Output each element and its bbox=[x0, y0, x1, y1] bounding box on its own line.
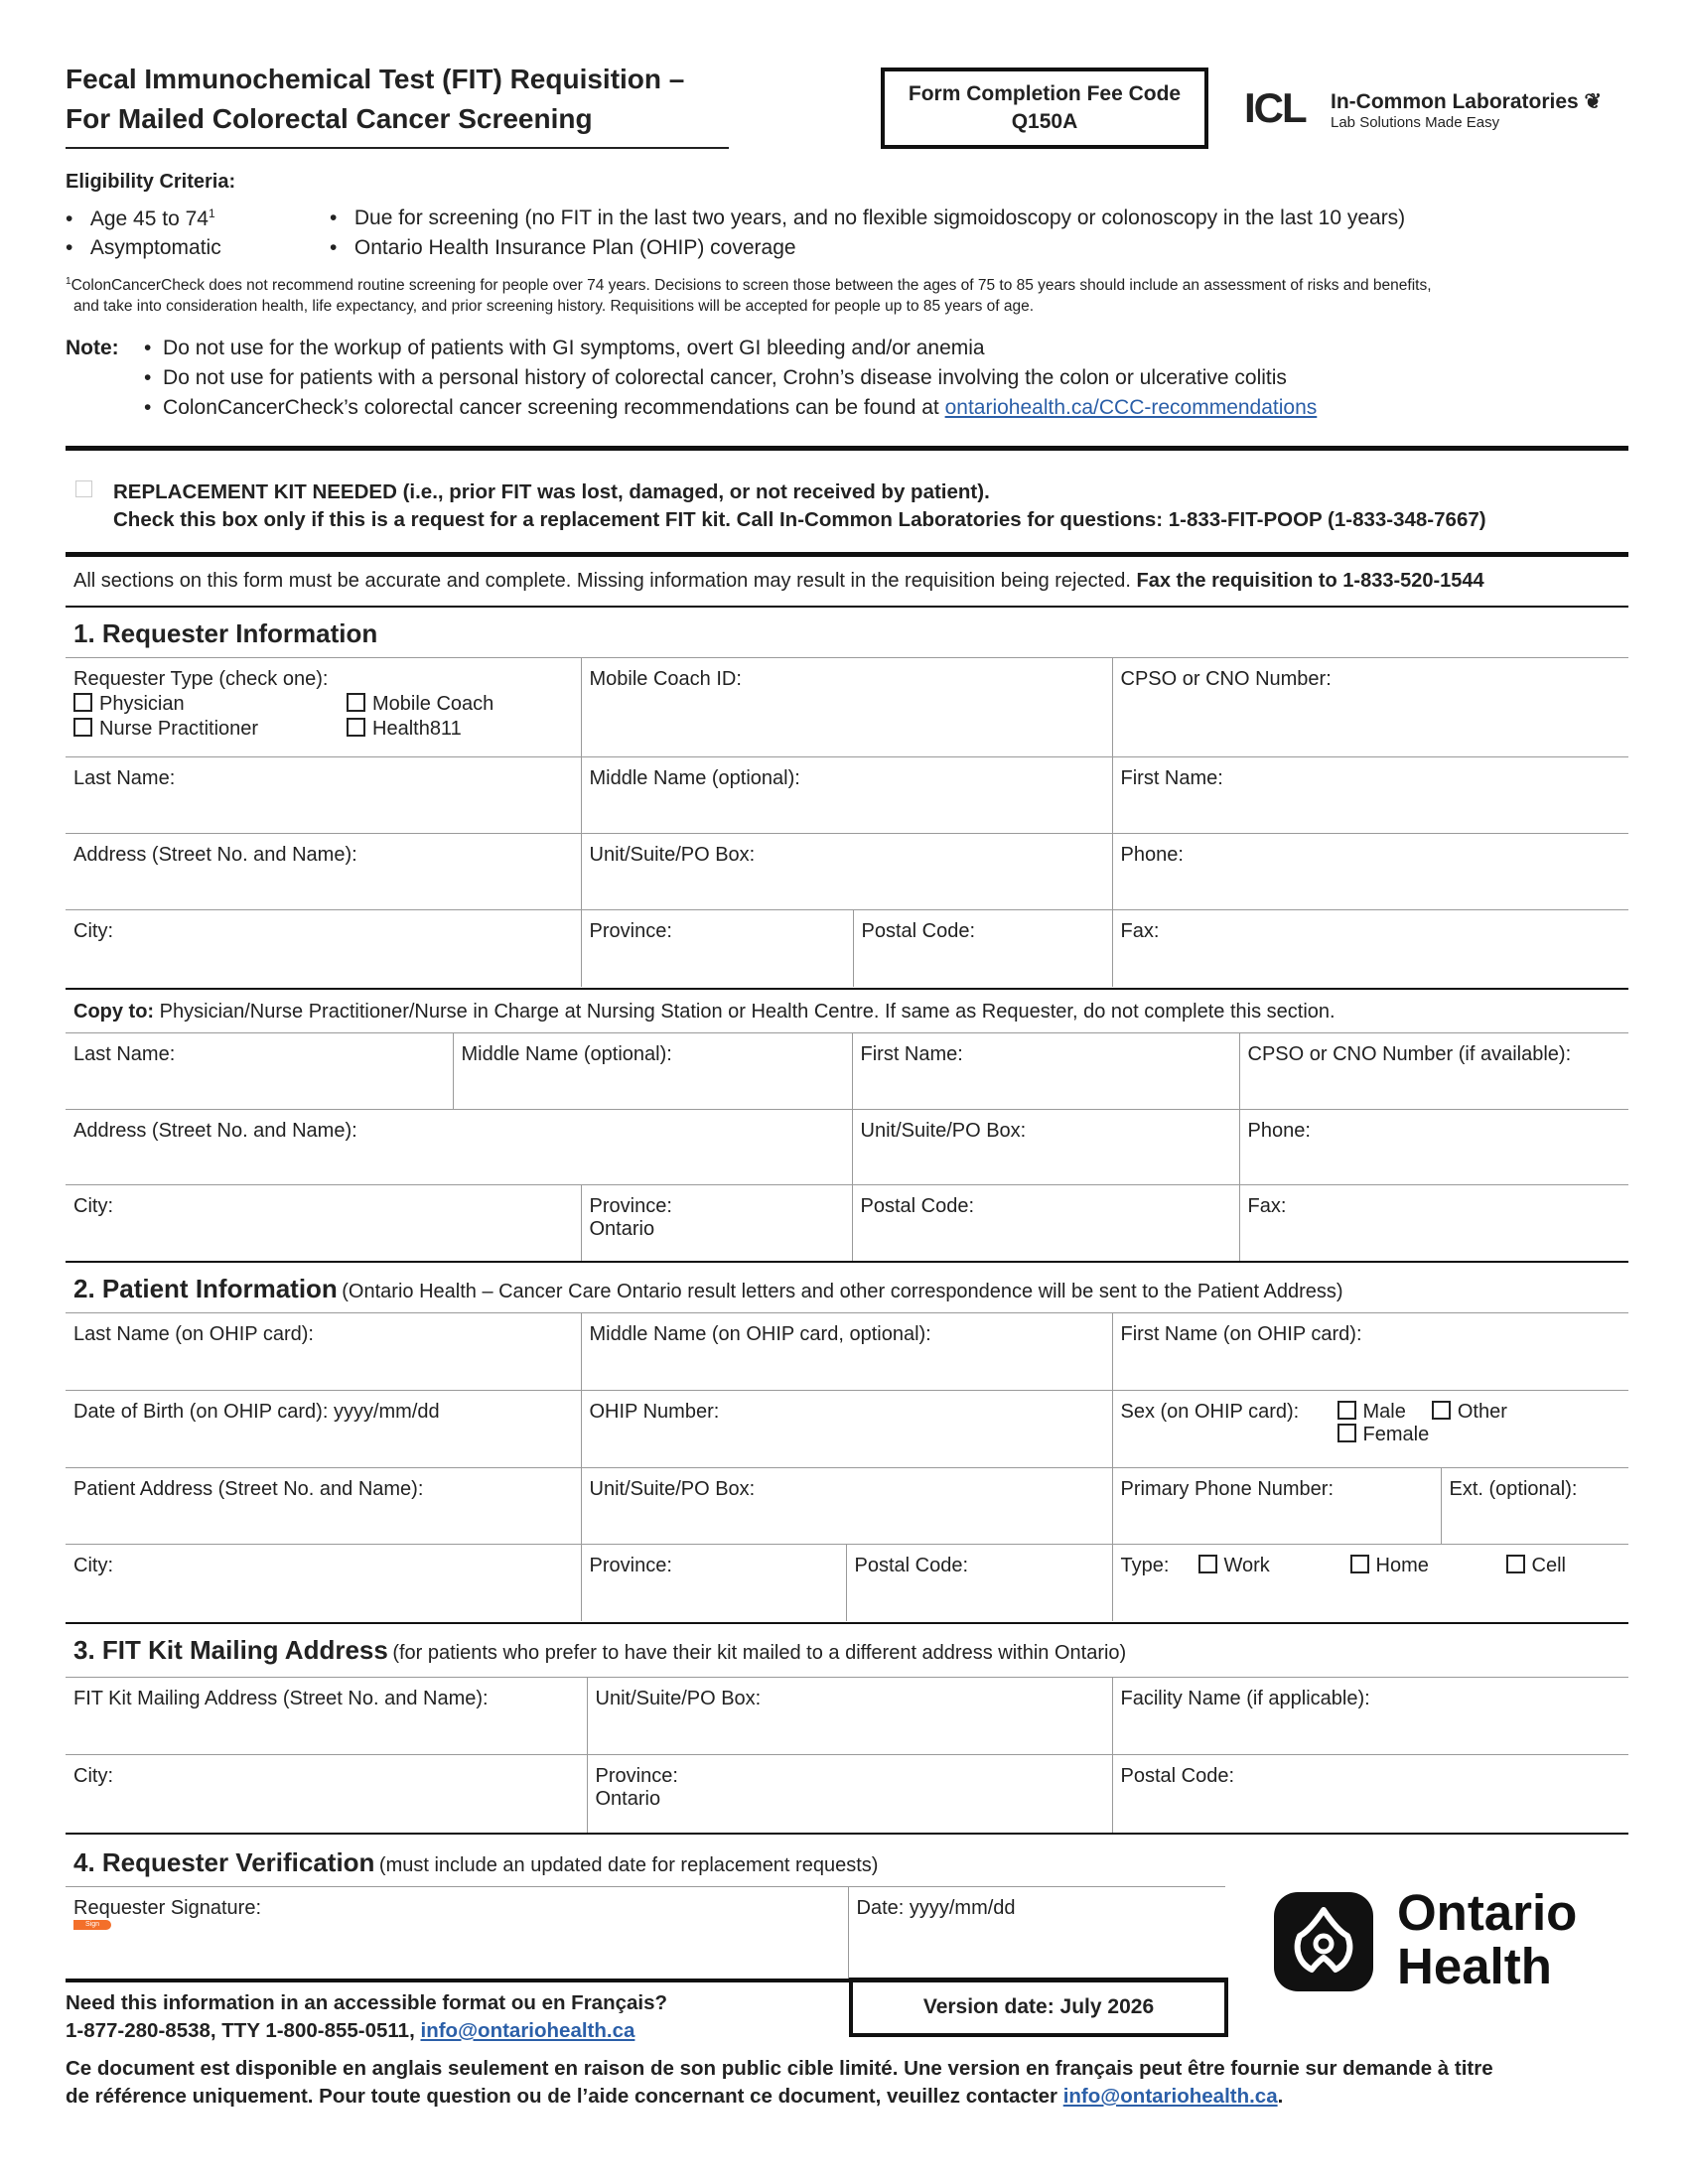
ext-field[interactable]: Ext. (optional): bbox=[1441, 1468, 1628, 1545]
option-label: Nurse Practitioner bbox=[99, 718, 259, 740]
copy-last-name-field[interactable]: Last Name: bbox=[66, 1033, 453, 1110]
replacement-kit-checkbox[interactable] bbox=[75, 480, 92, 502]
province-field[interactable]: Province: bbox=[581, 910, 853, 987]
accessible-question: Need this information in an accessible format ou en Français? bbox=[66, 1991, 668, 2014]
note-item: • Do not use for the workup of patients with GI symptoms, overt GI bleeding and/or anemia bbox=[144, 337, 985, 359]
ontario-health-trillium-icon bbox=[1274, 1892, 1373, 1991]
postal-code-field[interactable]: Postal Code: bbox=[853, 910, 1112, 987]
province-value: Ontario bbox=[589, 1218, 655, 1240]
patient-address-field[interactable]: Patient Address (Street No. and Name): bbox=[66, 1468, 581, 1545]
eligibility-asymptomatic: Asymptomatic bbox=[89, 236, 221, 259]
cpso-field[interactable]: CPSO or CNO Number: bbox=[1112, 658, 1628, 757]
french-line-1: Ce document est disponible en anglais seulement en raison de son public cible limité. Une version en français peut être fournie sur demande à titre bbox=[66, 2057, 1493, 2080]
title-line-1: Fecal Immunochemical Test (FIT) Requisition – bbox=[66, 64, 685, 94]
eligibility-due: Due for screening (no FIT in the last two years, and no flexible sigmoidoscopy or colonoscopy in the last 10 years) bbox=[353, 206, 1406, 229]
divider bbox=[66, 1833, 1628, 1835]
sex-label: Sex (on OHIP card): bbox=[1120, 1401, 1300, 1423]
ccc-recommendations-link[interactable]: ontariohealth.ca/CCC-recommendations bbox=[944, 396, 1318, 419]
note-item: • ColonCancerCheck’s colorectal cancer screening recommendations can be found at ontariohealth.ca/CCC-recommendations bbox=[144, 396, 1318, 419]
note-text-2: Do not use for patients with a personal history of colorectal cancer, Crohn’s disease involving the colon or ulcerative colitis bbox=[163, 366, 1287, 389]
contact-phones: 1-877-280-8538, TTY 1-800-855-0511, bbox=[66, 2019, 415, 2042]
health811-option[interactable] bbox=[347, 718, 545, 741]
section-3-heading bbox=[73, 1635, 1126, 1666]
eligibility-item: • Age 45 to $74^1$ bbox=[66, 206, 215, 230]
patient-middle-name-field[interactable]: Middle Name (on OHIP card, optional): bbox=[581, 1313, 1112, 1391]
eligibility-heading: Eligibility Criteria: bbox=[66, 171, 236, 193]
sex-female-option[interactable] bbox=[1337, 1424, 1507, 1446]
section-4-title: 4. Requester Verification bbox=[73, 1847, 375, 1877]
requester-type-label: Requester Type (check one): bbox=[73, 668, 329, 690]
fax-field[interactable]: Fax: bbox=[1112, 910, 1628, 987]
section-2-heading bbox=[73, 1274, 1343, 1304]
eligibility-footnote bbox=[66, 271, 1634, 317]
divider bbox=[66, 552, 1628, 557]
title-line-2: For Mailed Colorectal Cancer Screening bbox=[66, 103, 593, 134]
copy-address-field[interactable]: Address (Street No. and Name): bbox=[66, 1110, 852, 1185]
option-label: Health811 bbox=[372, 718, 462, 740]
phone-type-label: Type: bbox=[1120, 1555, 1170, 1576]
french-email-link[interactable]: info@ontariohealth.ca bbox=[1062, 2085, 1278, 2108]
kit-unit-field[interactable]: Unit/Suite/PO Box: bbox=[587, 1678, 1112, 1755]
french-notice: Ce document est disponible en anglais seulement en raison de son public cible limité. Une version en français peut être fournie sur demande à titre de référence uniquement. Pour toute question ou de l’aide concernant ce document, veuillez contacter info@ontariohealth.ca. bbox=[66, 2055, 1634, 2111]
copy-city-field[interactable]: City: bbox=[66, 1185, 581, 1262]
unit-field[interactable]: Unit/Suite/PO Box: bbox=[581, 834, 1112, 910]
divider bbox=[66, 606, 1628, 608]
province-label: Province: bbox=[589, 1195, 672, 1217]
trillium-icon bbox=[1274, 1892, 1373, 1991]
icl-logo: ICL bbox=[1244, 84, 1306, 131]
copy-cpso-field[interactable]: CPSO or CNO Number (if available): bbox=[1239, 1033, 1628, 1110]
copy-to-table bbox=[66, 1032, 1628, 1262]
option-label: Mobile Coach bbox=[372, 693, 494, 715]
eligibility-item: • Due for screening (no FIT in the last two years, and no flexible sigmoidoscopy or colonoscopy in the last 10 years) bbox=[330, 206, 1406, 229]
copy-first-name-field[interactable]: First Name: bbox=[852, 1033, 1239, 1110]
note-label: Note: bbox=[66, 337, 119, 359]
patient-province-field[interactable]: Province: bbox=[581, 1545, 846, 1621]
divider bbox=[66, 1622, 1628, 1624]
signature-field[interactable]: Requester Signature: bbox=[66, 1887, 848, 1980]
patient-unit-field[interactable]: Unit/Suite/PO Box: bbox=[581, 1468, 1112, 1545]
oh-line-1: Ontario bbox=[1397, 1884, 1578, 1941]
kit-province-field[interactable] bbox=[587, 1755, 1112, 1833]
checkbox-box[interactable] bbox=[73, 718, 92, 737]
copy-phone-field[interactable]: Phone: bbox=[1239, 1110, 1628, 1185]
province-value: Ontario bbox=[595, 1788, 661, 1810]
eligibility-ohip: Ontario Health Insurance Plan (OHIP) coverage bbox=[353, 236, 796, 259]
email-link[interactable]: info@ontariohealth.ca bbox=[420, 2019, 635, 2042]
kit-postal-code-field[interactable]: Postal Code: bbox=[1112, 1755, 1628, 1833]
checkbox-box[interactable] bbox=[347, 718, 365, 737]
phone-field[interactable]: Phone: bbox=[1112, 834, 1628, 910]
ohip-number-field[interactable]: OHIP Number: bbox=[581, 1391, 1112, 1468]
nurse-practitioner-option[interactable] bbox=[73, 718, 347, 741]
eligibility-age: Age 45 to 74 bbox=[89, 207, 209, 230]
lab-name-text: In-Common Laboratories bbox=[1331, 90, 1579, 113]
checkbox-box[interactable] bbox=[73, 693, 92, 712]
divider bbox=[66, 446, 1628, 451]
checkbox-box[interactable] bbox=[1337, 1401, 1356, 1420]
copy-postal-code-field[interactable]: Postal Code: bbox=[852, 1185, 1239, 1262]
section-2-title: 2. Patient Information bbox=[73, 1274, 338, 1303]
oh-line-2: Health bbox=[1397, 1938, 1552, 1994]
note-text-1: Do not use for the workup of patients with GI symptoms, overt GI bleeding and/or anemia bbox=[163, 337, 985, 359]
type-home-option[interactable] bbox=[1350, 1555, 1506, 1577]
divider bbox=[66, 988, 1628, 990]
checkbox-box[interactable] bbox=[347, 693, 365, 712]
all-sections-text: All sections on this form must be accurate and complete. Missing information may result in the requisition being rejected. bbox=[73, 570, 1131, 592]
replacement-line-1: REPLACEMENT KIT NEEDED (i.e., prior FIT was lost, damaged, or not received by patient). bbox=[113, 480, 990, 503]
replacement-kit-text bbox=[113, 478, 1486, 534]
checkbox-box[interactable] bbox=[1506, 1555, 1525, 1573]
option-label: Male bbox=[1362, 1401, 1406, 1423]
option-label: Cell bbox=[1531, 1555, 1566, 1576]
option-label: Home bbox=[1375, 1555, 1429, 1576]
copy-middle-name-field[interactable]: Middle Name (optional): bbox=[453, 1033, 852, 1110]
ontario-health-logo-text bbox=[1397, 1886, 1577, 1993]
dob-field[interactable]: Date of Birth (on OHIP card): yyyy/mm/dd bbox=[66, 1391, 581, 1468]
requester-type-cell bbox=[66, 658, 581, 757]
footnote-ref: 1 bbox=[208, 206, 215, 220]
copy-to-label: Copy to: bbox=[73, 1001, 155, 1023]
middle-name-field[interactable]: Middle Name (optional): bbox=[581, 757, 1112, 834]
mobile-coach-option[interactable] bbox=[347, 693, 545, 716]
verification-table bbox=[66, 1886, 1225, 1980]
option-label: Other bbox=[1457, 1401, 1507, 1423]
checkbox-box[interactable] bbox=[1350, 1555, 1369, 1573]
signature-date-field[interactable]: Date: yyyy/mm/dd bbox=[848, 1887, 1225, 1980]
accessible-format-notice bbox=[66, 1989, 667, 2045]
copy-to-notice bbox=[73, 1001, 1336, 1024]
patient-last-name-field[interactable]: Last Name (on OHIP card): bbox=[66, 1313, 581, 1391]
divider bbox=[66, 1261, 1628, 1263]
version-date-box: Version date: July 2026 bbox=[849, 1978, 1228, 2037]
copy-to-text: Physician/Nurse Practitioner/Nurse in Charge at Nursing Station or Health Centre. If same as Requester, do not complete this section. bbox=[159, 1001, 1336, 1023]
kit-city-field[interactable]: City: bbox=[66, 1755, 587, 1833]
kit-address-field[interactable]: FIT Kit Mailing Address (Street No. and Name): bbox=[66, 1678, 587, 1755]
sex-cell bbox=[1112, 1391, 1628, 1468]
last-name-field[interactable]: Last Name: bbox=[66, 757, 581, 834]
city-field[interactable]: City: bbox=[66, 910, 581, 987]
phone-type-cell bbox=[1112, 1545, 1628, 1621]
sex-other-option[interactable] bbox=[1432, 1401, 1507, 1424]
form-title bbox=[66, 60, 729, 149]
primary-phone-field[interactable]: Primary Phone Number: bbox=[1112, 1468, 1441, 1545]
note-text-3: ColonCancerCheck’s colorectal cancer screening recommendations can be found at bbox=[163, 396, 939, 419]
option-label: Work bbox=[1223, 1555, 1270, 1576]
patient-city-field[interactable]: City: bbox=[66, 1545, 581, 1621]
section-1-heading: 1. Requester Information bbox=[73, 618, 378, 648]
checkbox-box[interactable] bbox=[1198, 1555, 1217, 1573]
fee-code-label: Form Completion Fee Code bbox=[908, 82, 1182, 105]
section-4-heading bbox=[73, 1847, 878, 1878]
replacement-line-2: Check this box only if this is a request for a replacement FIT kit. Call In-Common Laboratories for questions: 1-833-FIT-POOP (1-833-348-7667) bbox=[113, 508, 1486, 531]
copy-fax-field[interactable]: Fax: bbox=[1239, 1185, 1628, 1262]
option-label: Physician bbox=[99, 693, 185, 715]
sex-male-option[interactable] bbox=[1337, 1401, 1406, 1424]
section-2-subtitle: (Ontario Health – Cancer Care Ontario result letters and other correspondence will be sent to the Patient Address) bbox=[342, 1281, 1343, 1302]
french-line-2: de référence uniquement. Pour toute question ou de l’aide concernant ce document, veuillez contacter bbox=[66, 2085, 1058, 2108]
copy-unit-field[interactable]: Unit/Suite/PO Box: bbox=[852, 1110, 1239, 1185]
patient-postal-code-field[interactable]: Postal Code: bbox=[846, 1545, 1112, 1621]
sign-here-flag: Sign bbox=[73, 1920, 111, 1930]
fax-number: Fax the requisition to 1-833-520-1544 bbox=[1136, 570, 1484, 592]
lab-name bbox=[1331, 89, 1602, 114]
note-item: • Do not use for patients with a personal history of colorectal cancer, Crohn’s disease involving the colon or ulcerative colitis bbox=[144, 366, 1287, 389]
patient-info-table bbox=[66, 1312, 1628, 1621]
facility-name-field[interactable]: Facility Name (if applicable): bbox=[1112, 1678, 1628, 1755]
section-4-subtitle: (must include an updated date for replacement requests) bbox=[378, 1854, 879, 1876]
section-3-title: 3. FIT Kit Mailing Address bbox=[73, 1635, 388, 1665]
requester-info-table bbox=[66, 657, 1628, 987]
fee-code-box bbox=[881, 68, 1208, 149]
checkbox-box[interactable] bbox=[75, 480, 92, 497]
footnote-line-1: ColonCancerCheck does not recommend routine screening for people over 74 years. Decisions to screen those between the ages of 75 to 85 years should include an assessment of risks and benefits, bbox=[70, 277, 1432, 295]
type-cell-option[interactable] bbox=[1506, 1555, 1566, 1577]
eligibility-item: • Ontario Health Insurance Plan (OHIP) coverage bbox=[330, 236, 796, 259]
first-name-field[interactable]: First Name: bbox=[1112, 757, 1628, 834]
checkbox-box[interactable] bbox=[1337, 1424, 1356, 1442]
physician-option[interactable] bbox=[73, 693, 347, 716]
maple-leaf-icon: ❦ bbox=[1584, 90, 1603, 113]
checkbox-box[interactable] bbox=[1432, 1401, 1451, 1420]
lab-tagline: Lab Solutions Made Easy bbox=[1331, 114, 1500, 131]
eligibility-item: • Asymptomatic bbox=[66, 236, 221, 259]
mailing-address-table bbox=[66, 1677, 1628, 1833]
type-work-option[interactable] bbox=[1198, 1555, 1350, 1577]
patient-first-name-field[interactable]: First Name (on OHIP card): bbox=[1112, 1313, 1628, 1391]
address-field[interactable]: Address (Street No. and Name): bbox=[66, 834, 581, 910]
all-sections-notice bbox=[73, 570, 1484, 593]
fee-code-value: Q150A bbox=[1011, 110, 1078, 133]
copy-province-field[interactable] bbox=[581, 1185, 852, 1262]
province-label: Province: bbox=[595, 1765, 678, 1787]
option-label: Female bbox=[1362, 1424, 1430, 1445]
mobile-coach-id-field[interactable]: Mobile Coach ID: bbox=[581, 658, 1112, 757]
footnote-line-2: and take into consideration health, life expectancy, and prior screening history. Requisitions will be accepted for people up to 85 years of age. bbox=[73, 298, 1035, 316]
footnote-marker: 1 bbox=[66, 276, 71, 287]
section-3-subtitle: (for patients who prefer to have their kit mailed to a different address within Ontario) bbox=[392, 1642, 1127, 1664]
